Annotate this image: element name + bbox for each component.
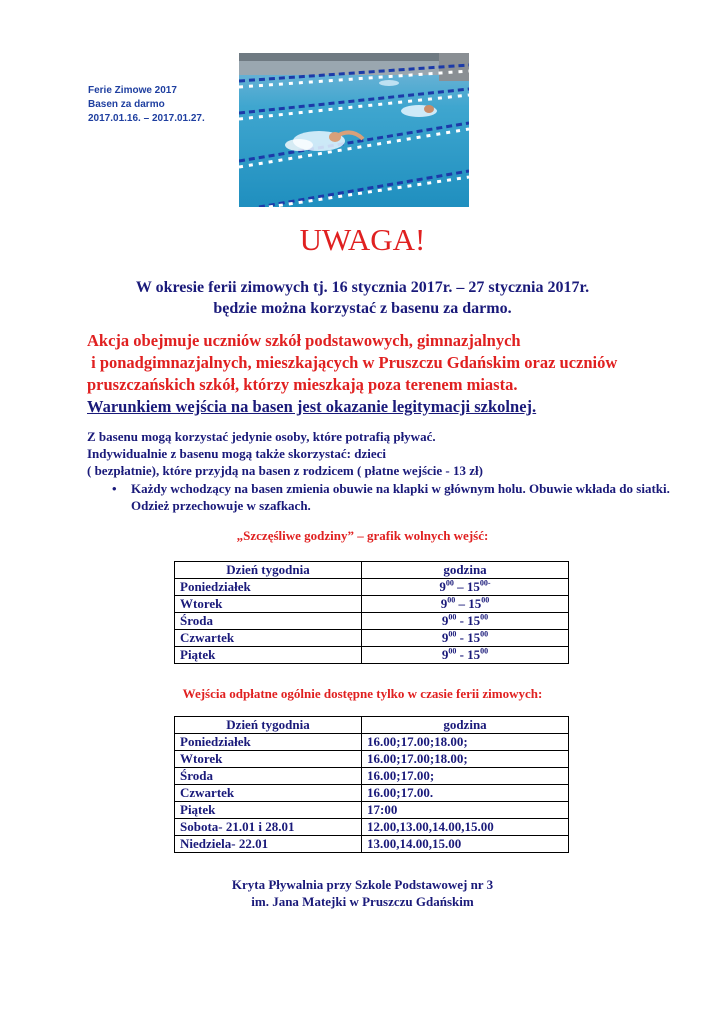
row-day: Wtorek [175,596,362,613]
row-day: Poniedziałek [175,579,362,596]
entry-condition: Warunkiem wejścia na basen jest okazanie legitymacji szkolnej. [87,397,537,416]
row-day: Czwartek [175,785,362,802]
row-hours: 16.00;17.00; [362,768,569,785]
table-header-row [175,562,569,579]
row-hours: $9^{00} - 15^{00}$ [362,647,569,664]
paid-schedule-table [174,716,569,853]
rule-footwear-bullet [112,480,671,514]
header-line-event: Ferie Zimowe 2017 [88,85,177,96]
row-hours: $9^{00} - 15^{00}$ [362,630,569,647]
row-hours: $9^{00} - 15^{00-}$ [362,579,569,596]
row-day: Piątek [175,647,362,664]
table-row [175,579,569,596]
header-hours: godzina [362,562,569,579]
scope-paragraph [87,330,647,418]
table-row [175,647,569,664]
row-day: Niedziela- 22.01 [175,836,362,853]
rule-footwear-text: Każdy wchodzący na basen zmienia obuwie na klapki w głównym holu. Obuwie wkłada do siatki. Odzież przechowuje w szafkach. [131,481,670,513]
footer-line-address: im. Jana Matejki w Pruszczu Gdańskim [251,894,474,909]
row-day: Środa [175,613,362,630]
row-hours: 12.00,13.00,14.00,15.00 [362,819,569,836]
table-row [175,802,569,819]
row-day: Sobota- 21.01 i 28.01 [175,819,362,836]
table-row [175,734,569,751]
row-day: Czwartek [175,630,362,647]
table-row [175,836,569,853]
pool-illustration [239,53,469,207]
table-row [175,630,569,647]
row-day: Środa [175,768,362,785]
table-row [175,819,569,836]
row-day: Wtorek [175,751,362,768]
table-row [175,751,569,768]
row-hours: 13.00,14.00,15.00 [362,836,569,853]
intro-paragraph [60,277,665,319]
row-hours: 16.00;17.00. [362,785,569,802]
free-schedule-caption: „Szczęśliwe godziny” – grafik wolnych wejść: [236,528,489,543]
scope-line-2: i ponadgimnazjalnych, mieszkających w Pruszczu Gdańskim oraz uczniów [87,353,618,372]
row-hours: 17:00 [362,802,569,819]
header-line-offer: Basen za darmo [88,99,165,110]
scope-line-1: Akcja obejmuje uczniów szkół podstawowych, gimnazjalnych [87,331,521,350]
scope-line-3: pruszczańskich szkół, którzy mieszkają poza terenem miasta. [87,375,518,394]
table-row [175,768,569,785]
page-title: UWAGA! [299,222,426,257]
paid-schedule-caption: Wejścia odpłatne ogólnie dostępne tylko w czasie ferii zimowych: [182,686,543,701]
document-footer [0,876,725,910]
row-hours: $9^{00} - 15^{00}$ [362,596,569,613]
table-row [175,613,569,630]
swimming-pool-photo [239,53,469,207]
footer-line-facility: Kryta Pływalnia przy Szkole Podstawowej nr 3 [231,877,494,892]
rule-with-parent: ( bezpłatnie), które przyjdą na basen z rodzicem ( płatne wejście - 13 zł) [87,463,483,478]
table-row [175,596,569,613]
table-header-row [175,717,569,734]
table-row [175,785,569,802]
intro-line-free: będzie można korzystać z basenu za darmo. [213,300,512,317]
row-day: Piątek [175,802,362,819]
header-day: Dzień tygodnia [175,562,362,579]
row-hours: $9^{00} - 15^{00}$ [362,613,569,630]
rule-children: Indywidualnie z basenu mogą także skorzystać: dzieci [87,446,386,461]
header-hours: godzina [362,717,569,734]
free-schedule-table [174,561,569,664]
bullet-dot-icon: • [112,481,117,496]
header-day: Dzień tygodnia [175,717,362,734]
rules-paragraph [87,428,667,479]
document-header [88,84,205,126]
row-hours: 16.00;17.00;18.00; [362,734,569,751]
intro-line-dates: W okresie ferii zimowych tj. 16 stycznia 2017r. – 27 stycznia 2017r. [135,279,590,296]
header-line-dates: 2017.01.16. – 2017.01.27. [88,113,205,124]
row-day: Poniedziałek [175,734,362,751]
rule-swimmers-only: Z basenu mogą korzystać jedynie osoby, które potrafią pływać. [87,429,436,444]
row-hours: 16.00;17.00;18.00; [362,751,569,768]
